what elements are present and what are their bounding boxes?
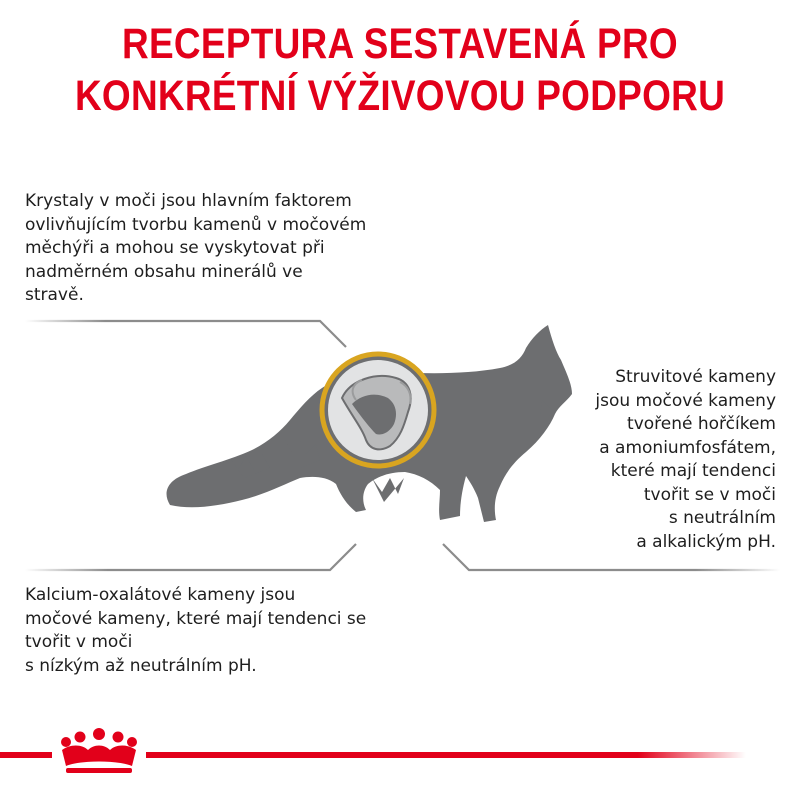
callout-line: a alkalickým pH. [636, 531, 776, 552]
callout-line: s neutrálním [668, 508, 776, 528]
connector-line-bottom-right [443, 544, 780, 570]
callout-line: měchýři a mohou se vyskytovat při [25, 238, 325, 258]
callout-line: stravě. [25, 285, 84, 305]
callout-line: s nízkým až neutrálním pH. [25, 655, 257, 676]
title-line-2: KONKRÉTNÍ VÝŽIVOVOU PODPORU [74, 72, 726, 120]
connector-line-bottom-left [25, 544, 356, 570]
bladder-inset [322, 354, 434, 466]
callout-line: které mají tendenci [610, 461, 776, 481]
callout-line: nadměrném obsahu minerálů ve [25, 261, 303, 282]
title-line-1: RECEPTURA SESTAVENÁ PRO [122, 20, 678, 68]
callout-line: tvořené hořčíkem [627, 414, 776, 434]
callout-line: ovlivňujícím tvorbu kamenů v močovém [25, 214, 367, 235]
callout-line: Krystaly v moči jsou hlavním faktorem [25, 191, 352, 211]
callout-line: tvořit v moči [25, 632, 133, 652]
callout-line: jsou močové kameny [595, 390, 776, 411]
callout-line: Struvitové kameny [615, 367, 776, 387]
callout-line: a amoniumfosfátem, [599, 437, 776, 458]
brand-bar-right [146, 752, 746, 758]
brand-bar-left [0, 752, 52, 758]
callout-line: močové kameny, které mají tendenci se [25, 608, 367, 629]
callout-line: Kalcium-oxalátové kameny jsou [25, 585, 296, 605]
callout-line: tvořit se v moči [643, 484, 776, 505]
brand-footer [0, 728, 746, 773]
crown-logo-icon [61, 728, 137, 773]
connector-line-top [25, 321, 346, 347]
